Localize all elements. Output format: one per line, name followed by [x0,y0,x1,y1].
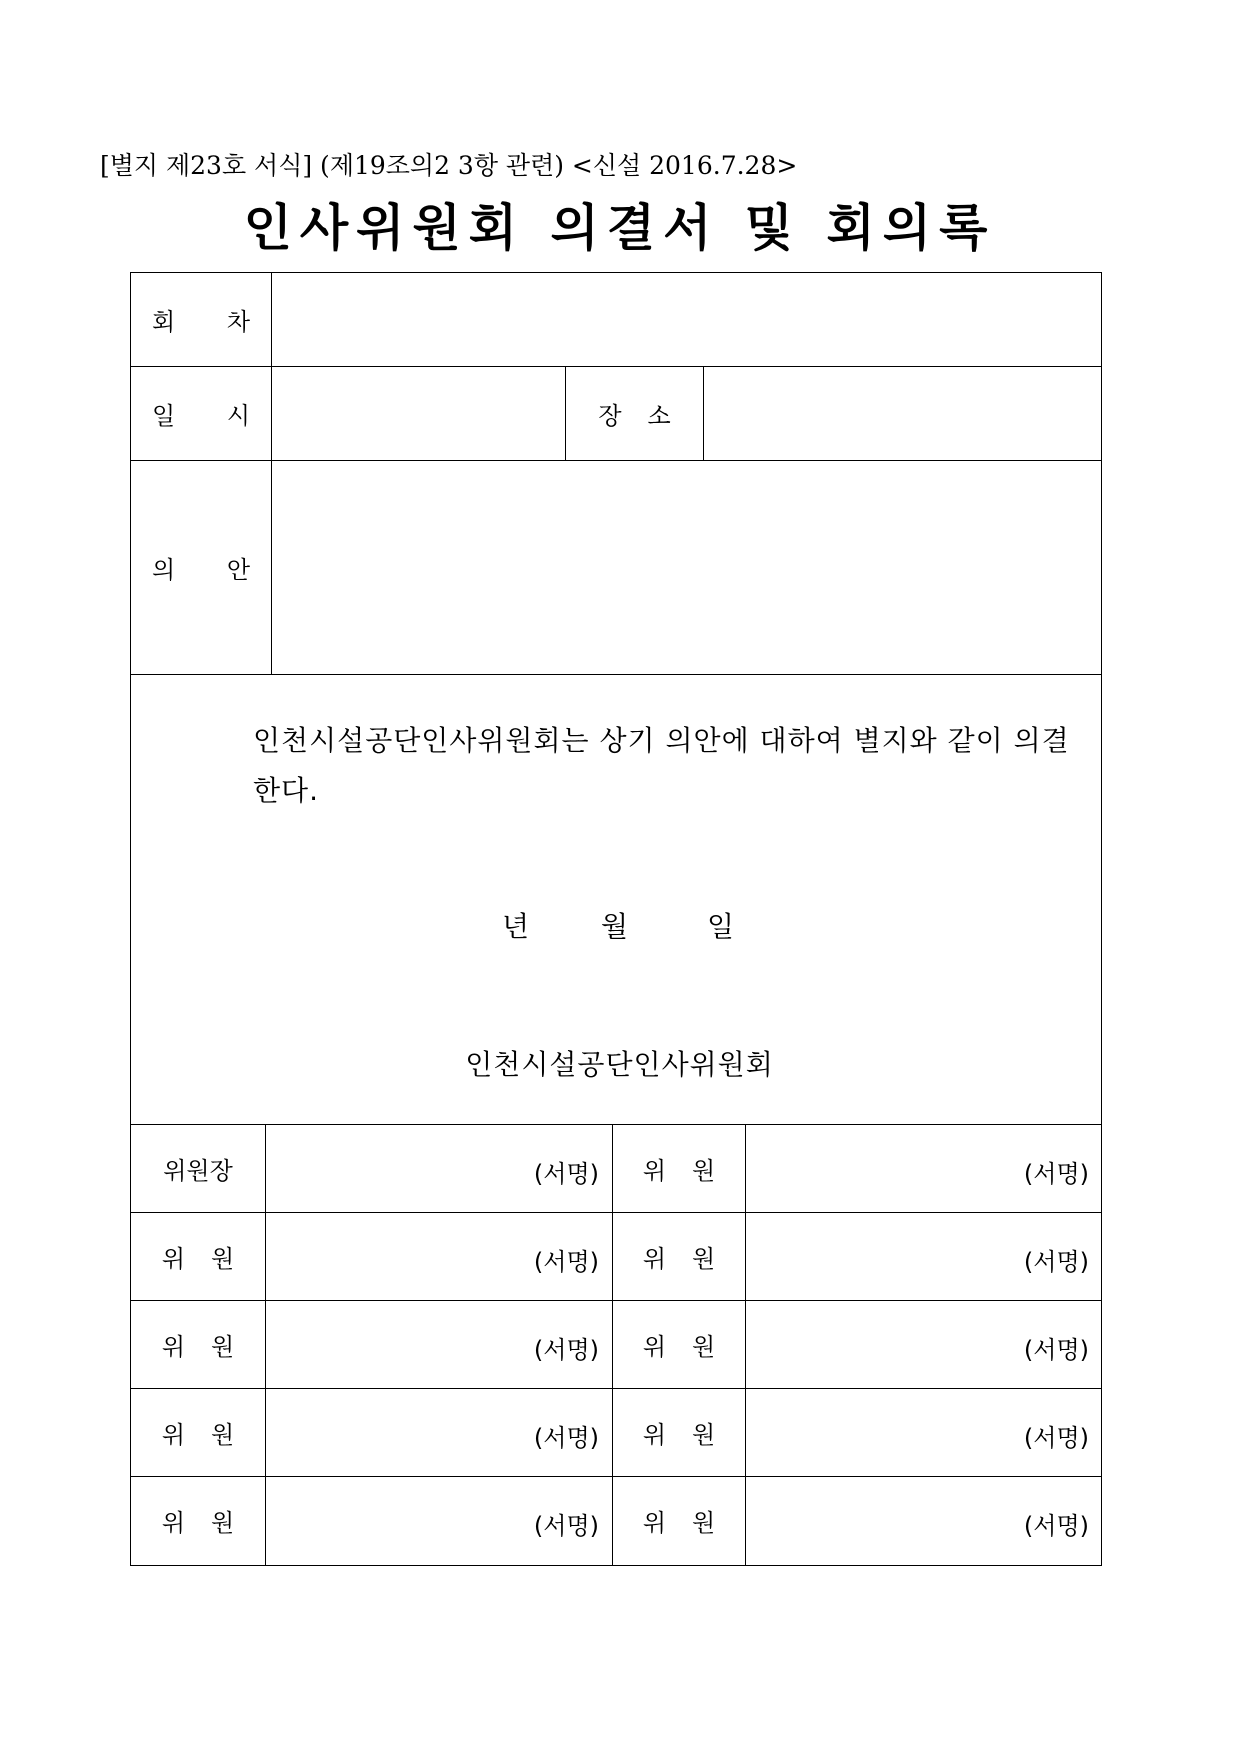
date-day: 일 [707,910,735,943]
datetime-label-char-1: 일 [152,402,176,430]
place-label-char-2: 소 [647,402,671,430]
datetime-value-cell[interactable] [271,366,566,461]
right-sign-text-2: (서명) [1023,1248,1089,1276]
member-label-left-2 [130,1212,266,1301]
member-label-right-5 [612,1476,746,1565]
member-label-char-2: 원 [692,1157,716,1185]
member-label-char-1: 위 [642,1245,666,1273]
datetime-label-char-2: 시 [226,402,250,430]
member-label-char-2: 원 [692,1245,716,1273]
right-sign-text-3: (서명) [1023,1336,1089,1364]
document-title: 인사위원회 의결서 및 회의록 [243,199,996,257]
round-label-char-2: 차 [226,308,250,336]
round-label [152,272,250,367]
left-sign-text-5: (서명) [533,1512,599,1540]
resolution-text: 인천시설공단인사위원회는 상기 의안에 대하여 별지와 같이 의결한다. [253,724,1070,807]
left-sign-text-3: (서명) [533,1336,599,1364]
datetime-label [152,366,250,461]
member-label-char-2: 원 [692,1333,716,1361]
right-sign-text-1: (서명) [1023,1160,1089,1188]
member-label-right-2 [612,1212,746,1301]
agenda-label-char-2: 안 [226,556,250,584]
member-label-char-1: 위 [161,1333,185,1361]
member-label-char-2: 원 [211,1333,235,1361]
place-label [565,366,704,461]
member-label-char-1: 위 [161,1421,185,1449]
agenda-label [152,460,250,675]
member-label-right-4 [612,1388,746,1477]
member-label-char-2: 원 [211,1509,235,1537]
member-label-char-1: 위 [642,1421,666,1449]
date-month: 월 [601,910,629,943]
right-sign-text-5: (서명) [1023,1512,1089,1540]
place-value-cell[interactable] [703,366,1102,461]
round-label-char-1: 회 [152,308,176,336]
member-label-char-1: 위 [642,1509,666,1537]
member-label-right-1 [612,1124,746,1213]
member-label-char-2: 원 [211,1245,235,1273]
member-label-char-2: 원 [692,1421,716,1449]
member-label-left-5 [130,1476,266,1565]
member-label-char-1: 위 [161,1509,185,1537]
member-label-char-1: 위 [161,1245,185,1273]
member-label-right-3 [612,1300,746,1389]
left-sign-text-4: (서명) [533,1424,599,1452]
left-sign-text-2: (서명) [533,1248,599,1276]
place-label-char-1: 장 [598,402,622,430]
chair-label [130,1124,266,1213]
member-label-char-1: 위 [642,1157,666,1185]
member-label-char-2: 원 [211,1421,235,1449]
round-value-cell[interactable] [271,272,1102,367]
member-label-char-2: 원 [692,1509,716,1537]
committee-name: 인천시설공단인사위원회 [465,1048,774,1081]
right-sign-text-4: (서명) [1023,1424,1089,1452]
member-label-left-4 [130,1388,266,1477]
chair-label-text: 위원장 [163,1157,233,1185]
agenda-label-char-1: 의 [152,556,176,584]
member-label-char-1: 위 [642,1333,666,1361]
form-header-note: [별지 제23호 서식] (제19조의2 3항 관련) <신설 2016.7.28> [100,151,798,180]
date-year: 년 [502,910,530,943]
left-sign-text-1: (서명) [533,1160,599,1188]
agenda-value-cell[interactable] [271,460,1102,675]
member-label-left-3 [130,1300,266,1389]
